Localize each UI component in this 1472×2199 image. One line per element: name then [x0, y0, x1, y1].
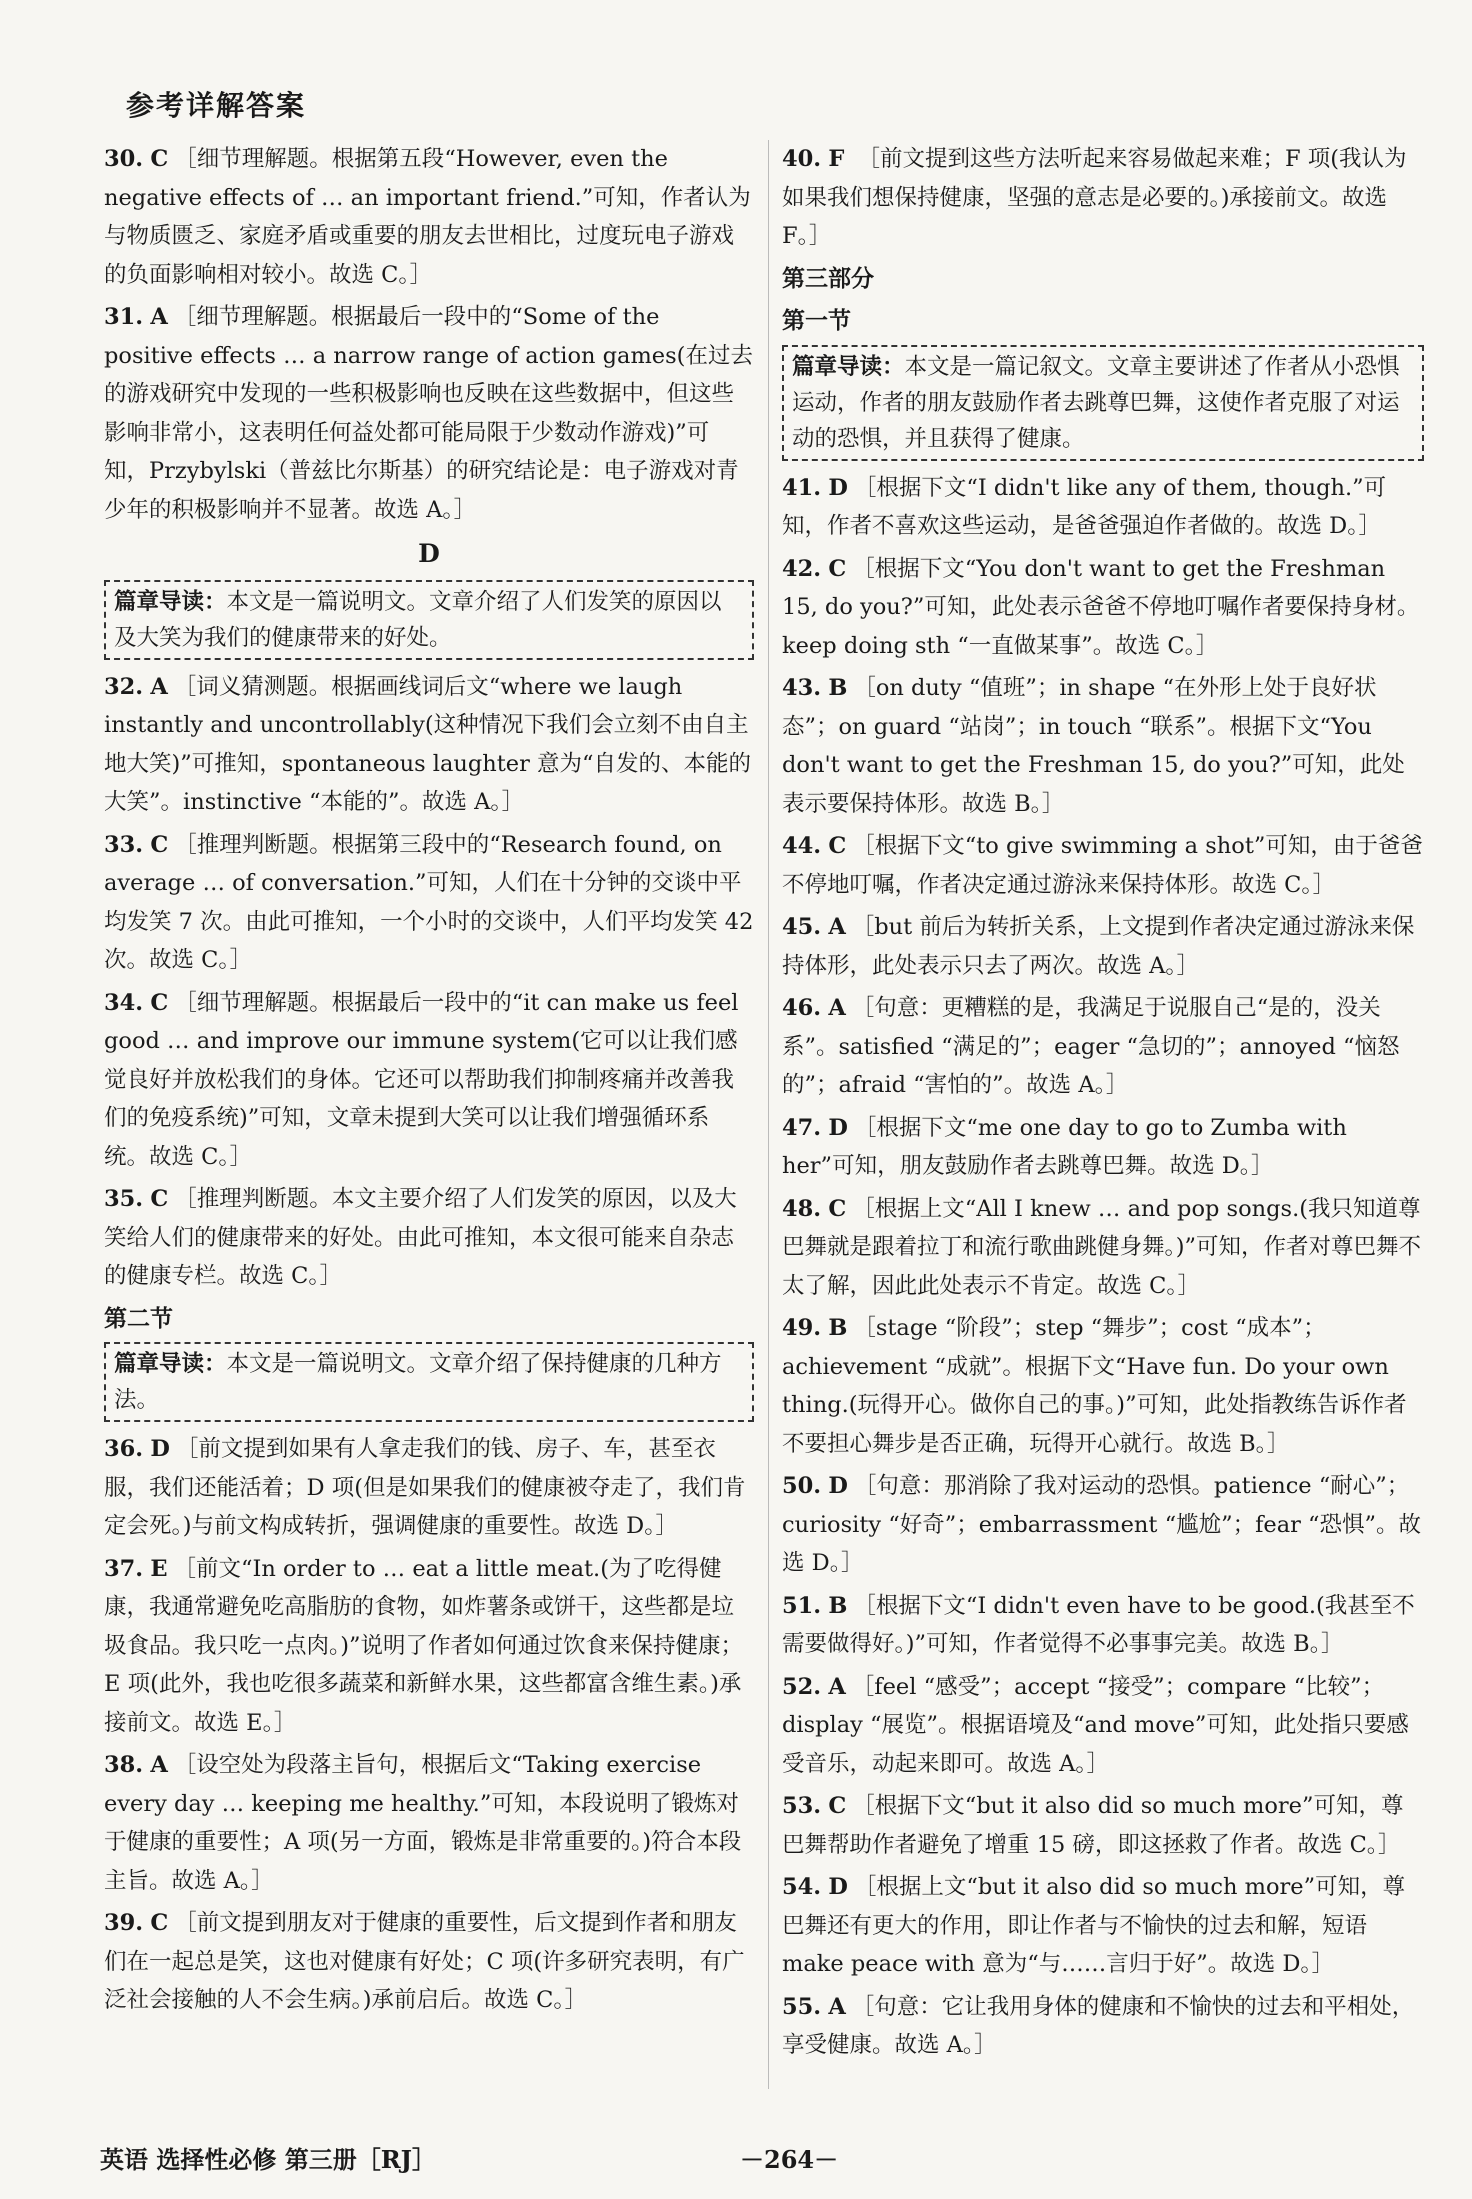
answer-explanation: ［前文提到这些方法听起来容易做起来难；F 项(我认为如果我们想保持健康，坚强的意志是必要的。)承接前文。故选 F。］ [782, 146, 1407, 249]
answer-item [782, 989, 1424, 1105]
guide-text: 本文是一篇说明文。文章介绍了保持健康的几种方法。 [114, 1351, 722, 1413]
answer-explanation: ［根据下文“to give swimming a shot”可知，由于爸爸不停地叮嘱，作者决定通过游泳来保持体形。故选 C。］ [782, 833, 1423, 898]
guide-label: 篇章导读： [114, 588, 227, 615]
answer-letter: A [150, 1752, 168, 1778]
answer-item [782, 140, 1424, 256]
answer-letter: C [150, 146, 169, 172]
answer-explanation: ［细节理解题。根据最后一段中的“it can make us feel good … and improve our immune system(它可以让我们感觉良好并放松我们的身体。它还可以帮助我们抑制疼痛并改善我们的免疫系统)”可知，文章未提到大笑可以让我们增强循环系统。故选 C。］ [104, 989, 739, 1170]
answer-item [104, 1180, 754, 1296]
question-number: 52. [782, 1673, 822, 1700]
answer-item [782, 669, 1424, 823]
answer-item [104, 668, 754, 822]
answer-explanation: ［根据下文“but it also did so much more”可知，尊巴舞帮助作者避免了增重 15 磅，即这拯救了作者。故选 C。］ [782, 1793, 1404, 1858]
answer-item [782, 1467, 1424, 1583]
answer-letter: C [828, 1195, 847, 1222]
question-number: 36. [104, 1436, 144, 1462]
question-number: 31. [104, 304, 144, 330]
answer-explanation: ［句意：那消除了我对运动的恐惧。patience “耐心”；curiosity “好奇”；embarrassment “尴尬”；fear “恐惧”。故选 D。］ [782, 1473, 1422, 1576]
answer-explanation: ［根据下文“You don't want to get the Freshman 15, do you?”可知，此处表示爸爸不停地叮嘱作者要保持身材。keep doing sth “一直做某事”。故选 C。］ [782, 555, 1420, 659]
question-number: 55. [782, 1993, 822, 2020]
answer-item [782, 1109, 1424, 1186]
question-number: 40. [782, 146, 822, 172]
guide-label: 篇章导读： [792, 353, 905, 380]
answer-item [782, 550, 1424, 666]
answer-letter: A [828, 995, 846, 1021]
answer-list-bottom [104, 1430, 754, 2020]
answer-item [104, 1430, 754, 1546]
answer-explanation: ［stage “阶段”；step “舞步”；cost “成本”；achievement “成就”。根据下文“Have fun. Do your own thing.(玩得开心。做你自己的事。)”可知，此处指教练告诉作者不要担心舞步是否正确，玩得开心就行。故选 B。］ [782, 1315, 1407, 1457]
passage-letter: D [418, 539, 440, 568]
answer-item [782, 908, 1424, 985]
passage-guide-box [782, 345, 1424, 461]
question-number: 42. [782, 555, 822, 582]
question-number: 51. [782, 1592, 822, 1619]
answer-explanation: ［细节理解题。根据最后一段中的“Some of the positive effects … a narrow range of action games(在过去的游戏研究中发现的一些积极影响也反映在这些数据中，但这些影响非常小，这表明任何益处都可能局限于少数动作游戏)”可知，Przybylski（普兹比尔斯基）的研究结论是：电子游戏对青少年的积极影响并不显著。故选 A。］ [104, 304, 753, 523]
question-number: 32. [104, 673, 144, 700]
answer-letter: D [828, 474, 848, 501]
answer-item [782, 1309, 1424, 1463]
answer-letter: A [150, 673, 168, 700]
part-title: 第三部分 [782, 265, 874, 292]
answer-explanation: ［细节理解题。根据第五段“However, even the negative effects of … an important friend.”可知，作者认为与物质匮乏、家庭矛盾或重要的朋友去世相比，过度玩电子游戏的负面影响相对较小。故选 C。］ [104, 146, 751, 288]
answer-explanation: ［词义猜测题。根据画线词后文“where we laugh instantly and uncontrollably(这种情况下我们会立刻不由自主地大笑)”可推知，spontaneous laughter 意为“自发的、本能的大笑”。instinctive “本能的”。故选 A。］ [104, 673, 752, 815]
passage-guide-box [104, 1342, 754, 1422]
answer-letter: C [828, 555, 847, 582]
book-title: 英语 选择性必修 第三册［RJ］ [100, 2145, 437, 2174]
answer-explanation: ［根据上文“but it also did so much more”可知，尊巴舞还有更大的作用，即让作者与不愉快的过去和解，短语 make peace with 意为“与……言归于好”。故选 D。］ [782, 1874, 1406, 1977]
question-number: 53. [782, 1793, 822, 1819]
answer-explanation: ［feel “感受”；accept “接受”；compare “比较”；display “展览”。根据语境及“and move”可知，此处指只要感受音乐，动起来即可。故选 A。］ [782, 1673, 1409, 1777]
answer-letter: D [828, 1473, 848, 1499]
answer-item [782, 827, 1424, 904]
right-column [782, 140, 1424, 2089]
answer-list-mid [104, 668, 754, 1296]
page-title: 参考详解答案 [126, 89, 307, 122]
answer-letter: A [150, 304, 168, 330]
answer-explanation: ［根据下文“I didn't like any of them, though.”可知，作者不喜欢这些运动，是爸爸强迫作者做的。故选 D。］ [782, 474, 1387, 539]
answer-explanation: ［but 前后为转折关系，上文提到作者决定通过游泳来保持体形，此处表示只去了两次。故选 A。］ [782, 914, 1415, 979]
question-number: 47. [782, 1114, 822, 1141]
answer-letter: B [828, 1315, 848, 1341]
question-number: 41. [782, 474, 822, 501]
answer-explanation: ［前文提到朋友对于健康的重要性，后文提到作者和朋友们在一起总是笑，这也对健康有好处；C 项(许多研究表明，有广泛社会接触的人不会生病。)承前启后。故选 C。］ [104, 1910, 745, 2013]
guide-text: 本文是一篇说明文。文章介绍了人们发笑的原因以及大笑为我们的健康带来的好处。 [114, 588, 722, 651]
answer-item [104, 140, 754, 294]
answer-item [782, 1587, 1424, 1664]
answer-explanation: ［句意：它让我用身体的健康和不愉快的过去和平相处，享受健康。故选 A。］ [782, 1993, 1415, 2058]
answer-letter: D [150, 1436, 170, 1462]
column-divider [768, 140, 769, 2089]
question-number: 37. [104, 1555, 144, 1582]
answer-item [782, 1988, 1424, 2065]
answer-explanation: ［前文“In order to … eat a little meat.(为了吃得健康，我通常避免吃高脂肪的食物，如炸薯条或饼干，这些都是垃圾食品。我只吃一点肉。)”说明了作者如何通过饮食来保持健康；E 项(此外，我也吃很多蔬菜和新鲜水果，这些都富含维生素。)承接前文。故选 E。］ [104, 1555, 744, 1736]
question-number: 43. [782, 675, 822, 701]
question-number: 33. [104, 831, 144, 858]
answer-explanation: ［前文提到如果有人拿走我们的钱、房子、车，甚至衣服，我们还能活着；D 项(但是如果我们的健康被夺走了，我们肯定会死。)与前文构成转折，强调健康的重要性。故选 D。］ [104, 1436, 746, 1539]
answer-list-top [104, 140, 754, 529]
answer-explanation: ［推理判断题。根据第三段中的“Research found, on average … of conversation.”可知，人们在十分钟的交谈中平均发笑 7 次。由此可推知，一个小时的交谈中，人们平均发笑 42 次。故选 C。］ [104, 831, 754, 973]
question-number: 30. [104, 146, 144, 172]
answer-explanation: ［设空处为段落主旨句，根据后文“Taking exercise every day … keeping me healthy.”可知，本段说明了锻炼对于健康的重要性；A 项(另一方面，锻炼是非常重要的。)符合本段主旨。故选 A。］ [104, 1752, 742, 1894]
answer-item [782, 1787, 1424, 1864]
answer-letter: C [828, 1793, 847, 1819]
answer-letter: D [828, 1874, 848, 1900]
answer-letter: A [828, 914, 846, 940]
answer-letter: A [828, 1993, 846, 2020]
answer-letter: B [828, 1592, 848, 1619]
answer-explanation: ［推理判断题。本文主要介绍了人们发笑的原因，以及大笑给人们的健康带来的好处。由此可推知，本文很可能来自杂志的健康专栏。故选 C。］ [104, 1186, 737, 1289]
answer-explanation: ［根据下文“I didn't even have to be good.(我甚至不需要做得好。)”可知，作者觉得不必事事完美。故选 B。］ [782, 1592, 1415, 1657]
question-number: 48. [782, 1195, 822, 1222]
answer-explanation: ［根据上文“All I knew … and pop songs.(我只知道尊巴舞就是跟着拉丁和流行歌曲跳健身舞。)”可知，作者对尊巴舞不太了解，因此此处表示不肯定。故选 C。］ [782, 1195, 1422, 1299]
answer-letter: E [150, 1555, 168, 1582]
left-column [104, 140, 754, 2089]
question-number: 45. [782, 914, 822, 940]
question-number: 39. [104, 1910, 144, 1936]
answer-item [104, 984, 754, 1177]
section-title: 第一节 [782, 308, 851, 334]
answer-item [104, 298, 754, 529]
answer-item [782, 469, 1424, 546]
answer-item [782, 1868, 1424, 1984]
answer-item [782, 1190, 1424, 1306]
question-number: 44. [782, 833, 822, 859]
answer-item [104, 1904, 754, 2020]
question-number: 49. [782, 1315, 822, 1341]
answer-list-right [782, 469, 1424, 2065]
answer-letter: C [150, 831, 169, 858]
question-number: 54. [782, 1874, 822, 1900]
answer-item [104, 1550, 754, 1743]
answer-letter: C [828, 833, 847, 859]
answer-letter: C [150, 1186, 169, 1212]
question-number: 46. [782, 995, 822, 1021]
question-number: 34. [104, 989, 144, 1016]
answer-letter: B [828, 675, 848, 701]
guide-text: 本文是一篇记叙文。文章主要讲述了作者从小恐惧运动，作者的朋友鼓励作者去跳尊巴舞，这使作者克服了对运动的恐惧，并且获得了健康。 [792, 353, 1400, 452]
question-number: 50. [782, 1473, 822, 1499]
page-number: －264－ [740, 2145, 839, 2174]
guide-label: 篇章导读： [114, 1351, 227, 1377]
answer-explanation: ［根据下文“me one day to go to Zumba with her”可知，朋友鼓励作者去跳尊巴舞。故选 D。］ [782, 1114, 1347, 1179]
answer-letter: C [150, 1910, 169, 1936]
answer-item [782, 1668, 1424, 1784]
answer-explanation: ［on duty “值班”；in shape “在外形上处于良好状态”；on guard “站岗”；in touch “联系”。根据下文“You don't want to get the Freshman 15, do you?”可知，此处表示要保持体形。故选 B。］ [782, 675, 1405, 817]
answer-letter: F [828, 146, 845, 172]
passage-guide-box [104, 580, 754, 660]
question-number: 35. [104, 1186, 144, 1212]
answer-item [104, 1746, 754, 1900]
answer-letter: A [828, 1673, 846, 1700]
answer-letter: C [150, 989, 169, 1016]
answer-letter: D [828, 1114, 848, 1141]
answer-item [104, 826, 754, 980]
answer-explanation: ［句意：更糟糕的是，我满足于说服自己“是的，没关系”。satisfied “满足的”；eager “急切的”；annoyed “恼怒的”；afraid “害怕的”。故选 A。］ [782, 995, 1400, 1098]
section-title: 第二节 [104, 1305, 173, 1332]
question-number: 38. [104, 1752, 144, 1778]
